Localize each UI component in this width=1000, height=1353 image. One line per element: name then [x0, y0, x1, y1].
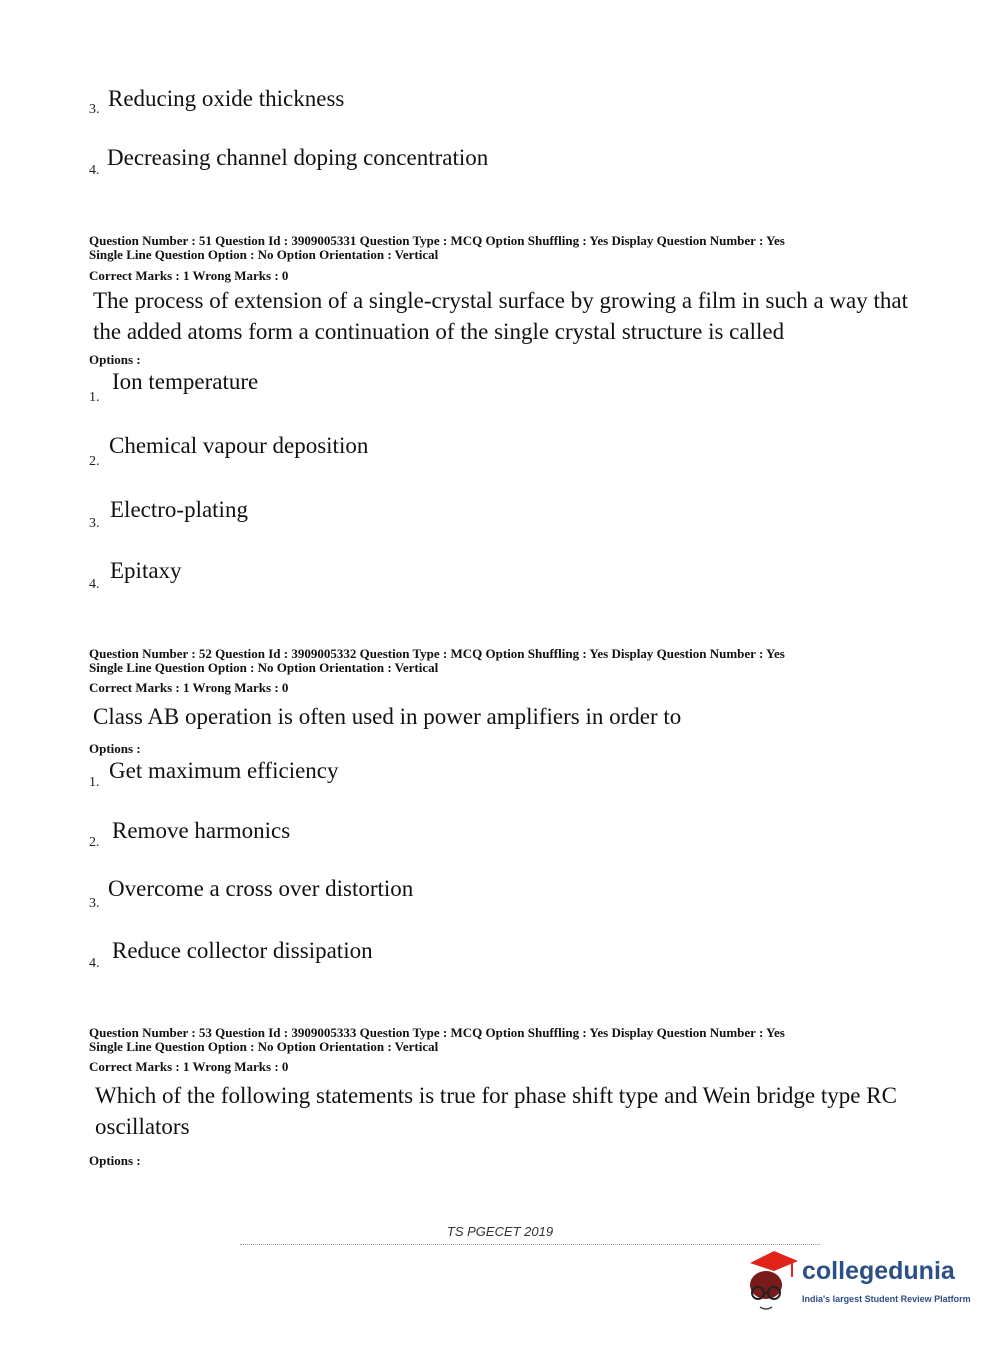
footer-title: TS PGECET 2019: [446, 1224, 554, 1239]
question-meta-line1: Question Number : 53 Question Id : 3909005333 Question Type : MCQ Option Shuffling : Yes Display Question Number : Yes: [89, 1025, 785, 1040]
collegedunia-logo: [740, 1247, 970, 1317]
logo-brand: collegedunia: [802, 1257, 955, 1285]
option-text: Chemical vapour deposition: [109, 433, 369, 458]
option-number: 1.: [89, 390, 100, 405]
question-marks: Correct Marks : 1 Wrong Marks : 0: [89, 268, 289, 283]
option-number: 3.: [89, 102, 100, 117]
option-text: Get maximum efficiency: [109, 758, 339, 783]
option-text: Reducing oxide thickness: [108, 86, 345, 111]
option-text: Overcome a cross over distortion: [108, 876, 414, 901]
question-meta-line2: Single Line Question Option : No Option Orientation : Vertical: [89, 660, 439, 675]
option-number: 4.: [89, 956, 100, 971]
option-number: 2.: [89, 454, 100, 469]
option-text: Ion temperature: [112, 369, 259, 394]
option-number: 4.: [89, 163, 100, 178]
question-meta-line1: Question Number : 51 Question Id : 3909005331 Question Type : MCQ Option Shuffling : Yes Display Question Number : Yes: [89, 233, 785, 248]
options-label: Options :: [89, 352, 141, 367]
footer-divider: [240, 1244, 820, 1246]
question-text: Which of the following statements is true for phase shift type and Wein bridge type RC oscillators: [95, 1083, 897, 1139]
option-text: Remove harmonics: [112, 818, 291, 843]
question-text: Class AB operation is often used in power amplifiers in order to: [93, 704, 682, 729]
option-text: Epitaxy: [110, 558, 182, 583]
options-label: Options :: [89, 741, 141, 756]
option-number: 4.: [89, 577, 100, 592]
question-meta-line2: Single Line Question Option : No Option Orientation : Vertical: [89, 247, 439, 262]
question-marks: Correct Marks : 1 Wrong Marks : 0: [89, 1059, 289, 1074]
question-meta-line2: Single Line Question Option : No Option Orientation : Vertical: [89, 1039, 439, 1054]
option-text: Electro-plating: [110, 497, 248, 522]
question-marks: Correct Marks : 1 Wrong Marks : 0: [89, 680, 289, 695]
option-number: 2.: [89, 835, 100, 850]
question-meta-line1: Question Number : 52 Question Id : 3909005332 Question Type : MCQ Option Shuffling : Yes Display Question Number : Yes: [89, 646, 785, 661]
option-text: Decreasing channel doping concentration: [107, 145, 489, 170]
options-label: Options :: [89, 1153, 141, 1168]
question-text: The process of extension of a single-crystal surface by growing a film in such a way that the added atoms form a continuation of the single crystal structure is called: [93, 288, 908, 344]
option-number: 3.: [89, 896, 100, 911]
option-number: 1.: [89, 775, 100, 790]
logo-tagline: India's largest Student Review Platform: [802, 1294, 971, 1304]
mascot-icon: [740, 1247, 802, 1317]
option-text: Reduce collector dissipation: [112, 938, 373, 963]
option-number: 3.: [89, 516, 100, 531]
